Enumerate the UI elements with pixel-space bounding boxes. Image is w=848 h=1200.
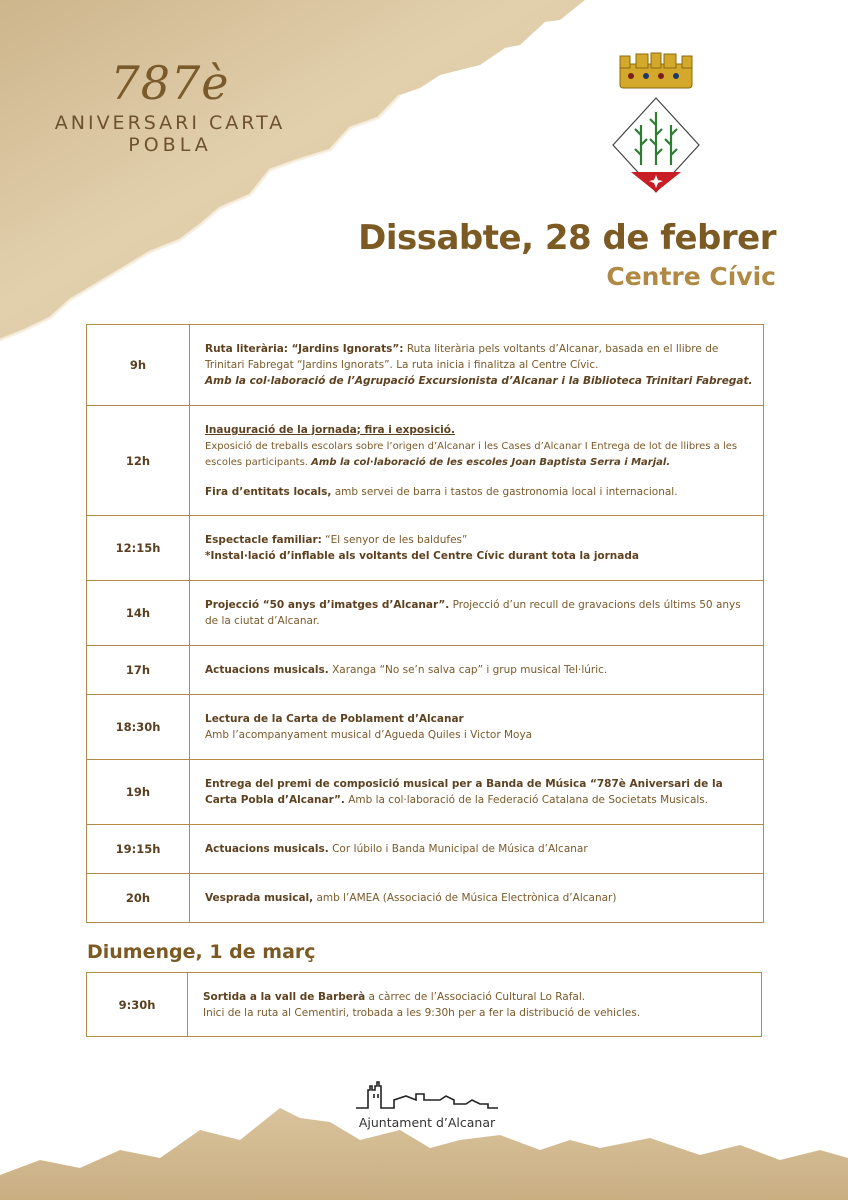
time-cell: 14h [87, 581, 190, 646]
description-cell [190, 646, 764, 695]
schedule-row [87, 874, 764, 923]
shield-icon [613, 98, 699, 192]
sunday-schedule-table [86, 972, 762, 1037]
venue-subtitle: Centre Cívic [606, 262, 776, 291]
description-cell [190, 325, 764, 406]
event-title: Sortida a la vall de Barberà [203, 990, 366, 1003]
schedule-row [87, 516, 764, 581]
event-title: Lectura de la Carta de Poblament d’Alcanar [205, 713, 464, 725]
time-cell: 17h [87, 646, 190, 695]
time-cell: 19:15h [87, 825, 190, 874]
event-title: Ruta literària: “Jardins Ignorats”: [205, 343, 404, 355]
event-text: Amb la col·laboració de la Federació Catalana de Societats Musicals. [344, 794, 709, 806]
crown-icon [620, 53, 692, 88]
schedule-row [87, 406, 764, 516]
event-text: amb l’AMEA (Associació de Música Electrònica d’Alcanar) [313, 892, 617, 904]
description-cell [190, 695, 764, 760]
town-skyline-icon [354, 1080, 500, 1112]
description-cell [190, 406, 764, 516]
schedule-row [87, 325, 764, 406]
event-text: Cor Iúbilo i Banda Municipal de Música d’Alcanar [328, 843, 588, 855]
schedule-row [87, 973, 762, 1037]
schedule-row [87, 581, 764, 646]
event-text: Amb l’acompanyament musical d’Agueda Quiles i Victor Moya [205, 729, 533, 741]
town-council-logo [352, 1080, 502, 1130]
event-title: Actuacions musicals. [205, 664, 329, 676]
coat-of-arms-icon [606, 50, 706, 195]
description-cell [188, 973, 762, 1037]
event-text: “El senyor de les baldufes” [321, 534, 468, 546]
event-title: Actuacions musicals. [205, 843, 329, 855]
event-text-2: Inici de la ruta al Cementiri, trobada a les 9:30h per a fer la distribució de vehicles. [203, 1006, 641, 1019]
event-title: Espectacle familiar: [205, 534, 322, 546]
logo-number: 787è [110, 56, 230, 110]
description-cell [190, 874, 764, 923]
description-cell [190, 581, 764, 646]
event-text: Exposició de treballs escolars sobre l’origen d’Alcanar i les Cases d’Alcanar I Entrega de lot de llibres a les escoles participants. [205, 440, 738, 468]
time-cell: 18:30h [87, 695, 190, 760]
event-text: Projecció d’un recull de gravacions dels últims 50 anys de la ciutat d’Alcanar. [205, 599, 741, 627]
logo-line-1: ANIVERSARI CARTA [54, 112, 286, 134]
description-cell [190, 516, 764, 581]
event-text: Xaranga “No se’n salva cap” i grup musical Tel·lúric. [328, 664, 608, 676]
schedule-row [87, 646, 764, 695]
event-title: Vesprada musical, [205, 892, 314, 904]
event-title: Projecció “50 anys d’imatges d’Alcanar”. [205, 599, 450, 611]
event-title: Entrega del premi de composició musical per a Banda de Música “787è Aniversari de la Carta Pobla d’Alcanar”. [205, 778, 723, 806]
event-text: a càrrec de l’Associació Cultural Lo Rafal. [365, 990, 586, 1003]
description-cell [190, 760, 764, 825]
time-cell: 19h [87, 760, 190, 825]
schedule-row [87, 825, 764, 874]
footer-label: Ajuntament d’Alcanar [358, 1115, 496, 1130]
event-text: Ruta literària pels voltants d’Alcanar, basada en el llibre de Trinitari Fabregat “Jardins Ignorats”. La ruta inicia i finalitza al Centre Cívic. [205, 343, 719, 371]
time-cell: 12h [87, 406, 190, 516]
event-text-2: amb servei de barra i tastos de gastronomia local i internacional. [331, 485, 678, 498]
sunday-heading: Diumenge, 1 de març [87, 941, 316, 963]
time-cell: 20h [87, 874, 190, 923]
time-cell: 9:30h [87, 973, 188, 1037]
anniversary-logo [20, 58, 320, 156]
schedule-row [87, 760, 764, 825]
time-cell: 9h [87, 325, 190, 406]
description-cell [190, 825, 764, 874]
event-title-2: Fira d’entitats locals, [205, 485, 332, 498]
event-title: Inauguració de la jornada; fira i exposició. [205, 423, 455, 436]
time-cell: 12:15h [87, 516, 190, 581]
collaboration-text: Amb la col·laboració de l’Agrupació Excursionista d’Alcanar i la Biblioteca Trinitari Fabregat. [205, 375, 753, 387]
page-title: Dissabte, 28 de febrer [358, 218, 776, 258]
saturday-schedule-table [86, 324, 764, 923]
schedule-row [87, 695, 764, 760]
logo-line-2: POBLA [128, 134, 212, 156]
event-note: *Instal·lació d’inflable als voltants del Centre Cívic durant tota la jornada [205, 550, 639, 562]
collaboration-text: Amb la col·laboració de les escoles Joan Baptista Serra i Marjal. [311, 456, 671, 468]
